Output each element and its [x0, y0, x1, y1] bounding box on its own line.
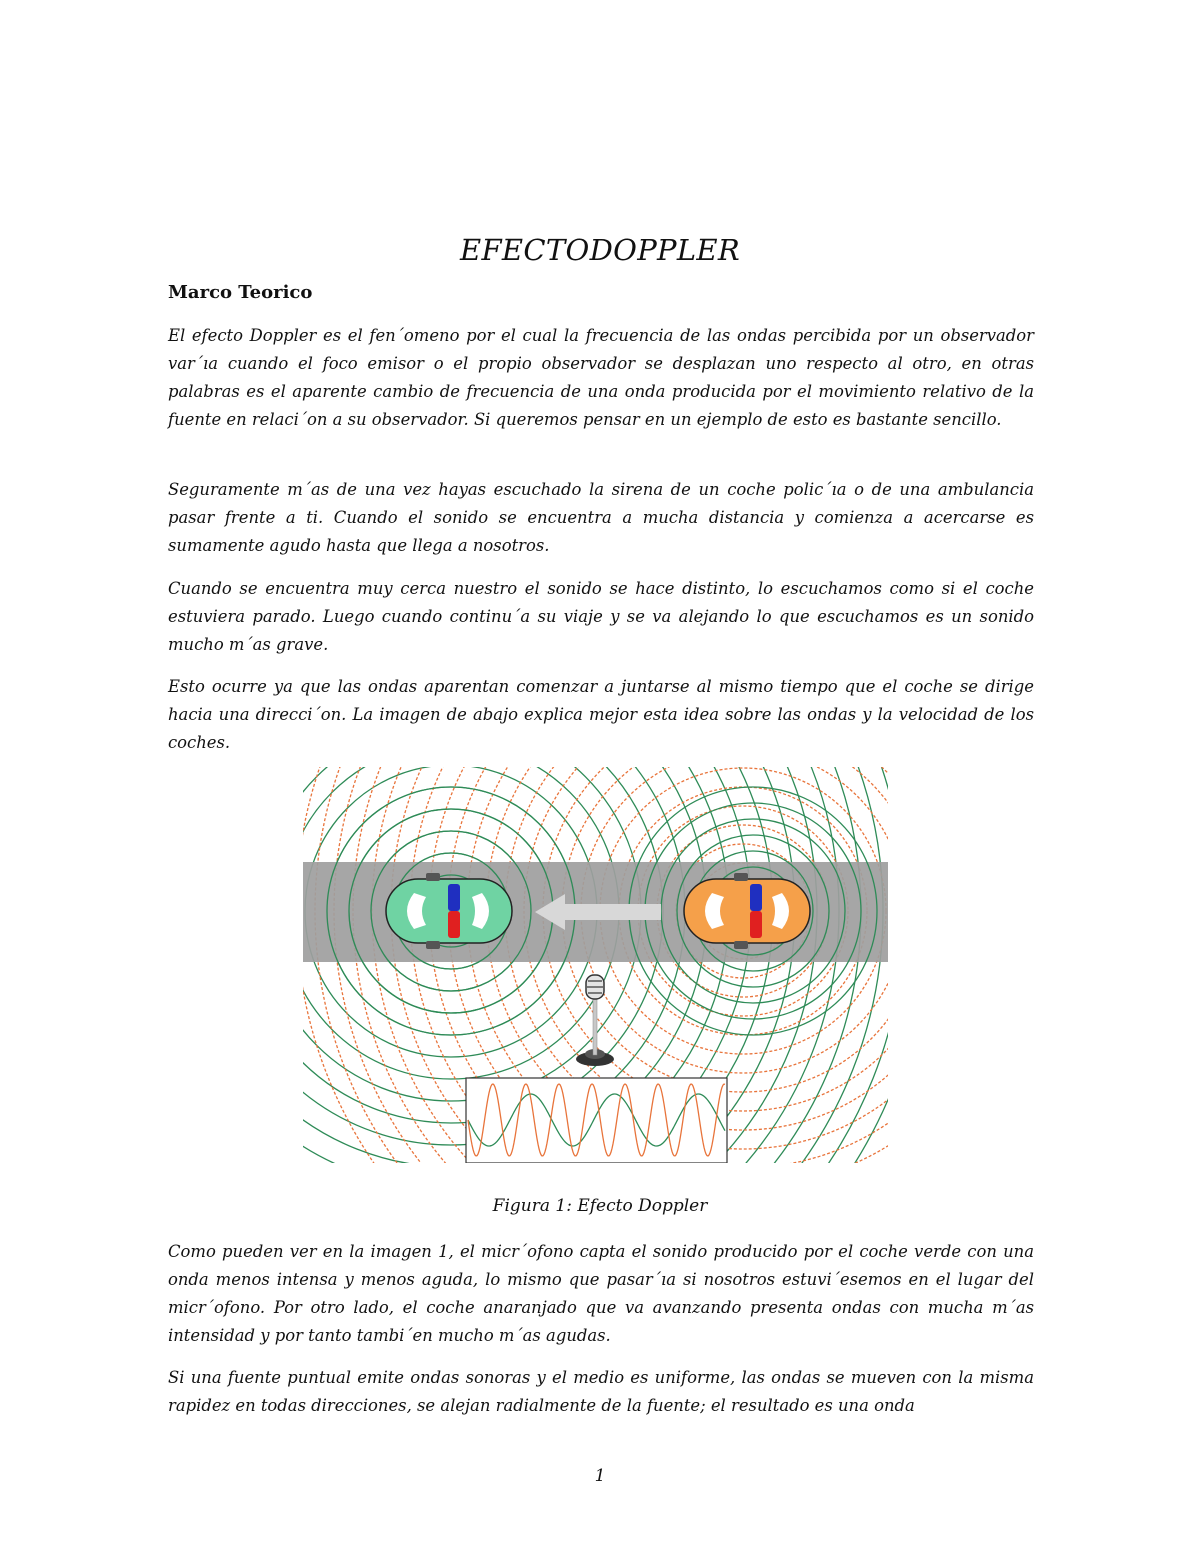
orange-car-siren-red: [750, 911, 762, 938]
page-number: 1: [594, 1466, 606, 1486]
green-car-icon: [386, 873, 512, 949]
figure-caption: Figura 1: Efecto Doppler: [492, 1196, 708, 1216]
orange-car-mirror-bottom: [734, 941, 748, 949]
paragraph-2: Seguramente m´as de una vez hayas escuchado la sirena de un coche polic´ıa o de una ambulancia pasar frente a ti. Cuando el sonido se encuentra a mucha distancia y comienza a acercarse es sumamente agudo hasta que llega a nosotros.: [168, 480, 1034, 555]
paragraph-4: Esto ocurre ya que las ondas aparentan comenzar a juntarse al mismo tiempo que el coche se dirige hacia una direcci´on. La imagen de abajo explica mejor esta idea sobre las ondas y la velocidad de los coches.: [168, 677, 1034, 752]
waveform-panel: [466, 1078, 727, 1163]
paragraph-5: Como pueden ver en la imagen 1, el micr´ofono capta el sonido producido por el coche verde con una onda menos intensa y menos aguda, lo mismo que pasar´ıa si nosotros estuvi´esemos en el lugar del micr´ofono. Por otro lado, el coche anaranjado que va avanzando presenta ondas con mucha m´as intensidad y por tanto tambi´en mucho m´as agudas.: [168, 1242, 1034, 1345]
microphone-stand: [593, 995, 597, 1055]
green-car-siren-blue: [448, 884, 460, 911]
orange-car-icon: [684, 873, 810, 949]
section-heading: Marco Teorico: [168, 282, 313, 303]
orange-car-body: [684, 879, 810, 943]
page-title: EFECTODOPPLER: [460, 233, 740, 267]
orange-car-siren-blue: [750, 884, 762, 911]
paragraph-3: Cuando se encuentra muy cerca nuestro el sonido se hace distinto, lo escuchamos como si el coche estuviera parado. Luego cuando continu´a su viaje y se va alejando lo que escuchamos es un sonido mucho m´as grave.: [168, 579, 1034, 654]
paragraph-1: El efecto Doppler es el fen´omeno por el cual la frecuencia de las ondas percibida por un observador var´ıa cuando el foco emisor o el propio observador se desplazan uno respecto al otro, en otras palabras es el aparente cambio de frecuencia de una onda producida por el movimiento relativo de la fuente en relaci´on a su observador. Si queremos pensar en un ejemplo de esto es bastante sencillo.: [168, 326, 1034, 429]
doppler-illustration: [303, 767, 888, 1163]
orange-car-mirror-top: [734, 873, 748, 881]
doppler-figure: [303, 767, 888, 1163]
paragraph-6: Si una fuente puntual emite ondas sonoras y el medio es uniforme, las ondas se mueven con la misma rapidez en todas direcciones, se alejan radialmente de la fuente; el resultado es una onda: [168, 1368, 1034, 1415]
green-car-siren-red: [448, 911, 460, 938]
green-car-mirror-top: [426, 873, 440, 881]
green-car-mirror-bottom: [426, 941, 440, 949]
